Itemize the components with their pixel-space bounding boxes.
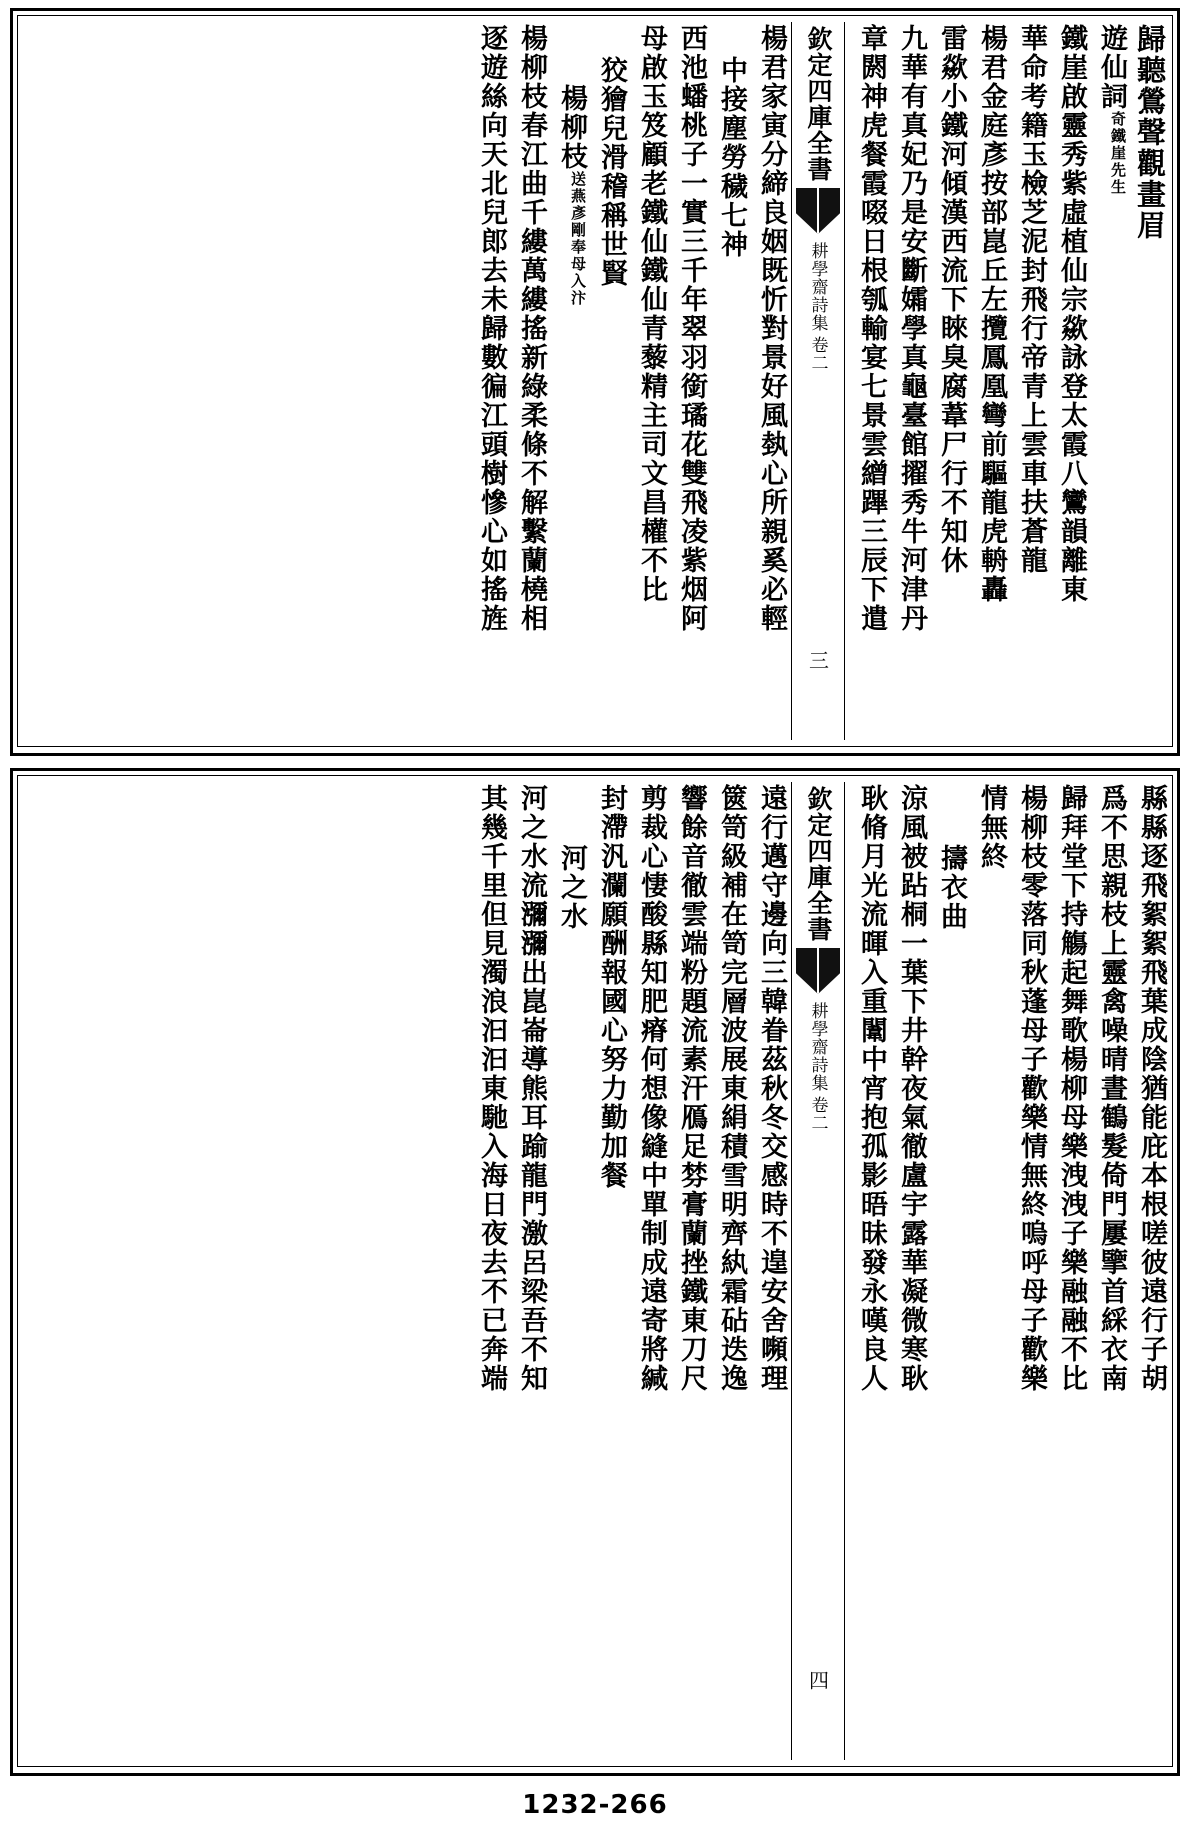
poem-title-hezhishui: 河之水 xyxy=(556,844,587,931)
text-column: 鐵崖啟靈秀紫虛植仙宗歘詠登太霞八鸞韻離東 xyxy=(1056,24,1087,604)
leaf-top-text-block xyxy=(17,15,1173,747)
center-banner-bottom xyxy=(791,782,845,1760)
text-column: 縣縣逐飛絮絮飛葉成陰猶能庇本根嗟彼遠行子胡 xyxy=(1136,784,1167,1393)
banner-work-title: 耕學齋詩集 xyxy=(807,1002,828,1092)
banner-juan-label: 卷二 xyxy=(807,336,828,372)
text-column: 楊柳枝零落同秋蓬母子歡樂情無終嗚呼母子歡樂 xyxy=(1016,784,1047,1393)
banner-collection-title: 欽定四庫全書 xyxy=(804,786,833,942)
leaf-bottom-text-block xyxy=(17,775,1173,1767)
poem-title-yangliuzhi xyxy=(548,22,588,740)
text-column: 其幾千里但見濁浪汩汩東馳入海日夜去不已奔端 xyxy=(476,784,507,1393)
fishtail-ornament xyxy=(796,948,840,994)
leaf-top xyxy=(10,8,1180,756)
text-column: 西池蟠桃子一實三千年翠羽銜璚花雙飛凌紫烟阿 xyxy=(676,24,707,633)
text-column: 母啟玉笈顧老鐵仙鐵仙青藜精主司文昌權不比 xyxy=(636,24,667,604)
text-column: 楊君金庭彥按部崑丘左攬鳳凰彎前驅龍虎輈轟 xyxy=(976,24,1007,604)
text-column: 楊柳枝春江曲千縷萬縷搖新綠柔條不解繫蘭橈相 xyxy=(516,24,547,633)
text-column: 章閼神虎餐霞啜日根瓠輸宴七景雲繒蹕三辰下遣 xyxy=(856,24,887,633)
text-column: 篋笥級補在笥完層波展東絹積雪明齊紈霜砧迭逸 xyxy=(716,784,747,1393)
text-column: 中接塵勞穢七神 xyxy=(716,56,747,259)
poem-title-note: 奇鐵崖先生 xyxy=(1109,111,1127,196)
fishtail-ornament xyxy=(796,188,840,234)
banner-collection-title: 欽定四庫全書 xyxy=(804,26,833,182)
text-column: 遠行邁守邊向三韓眷茲秋冬交感時不遑安舍嚬理 xyxy=(756,784,787,1393)
poem-title-note: 送燕彥剛奉母入汴 xyxy=(569,171,587,307)
text-column: 九華有真妃乃是安斷孀學真龜臺館擢秀牛河津丹 xyxy=(896,24,927,633)
poem-title-text: 遊仙詞 xyxy=(1096,24,1127,111)
text-column: 爲不思親枝上靈禽噪晴晝鶴髮倚門屢擥首綵衣南 xyxy=(1096,784,1127,1393)
page-number-footer: 1232-266 xyxy=(522,1790,668,1820)
text-column: 響餘音徹雲端粉題流素汗鴈足棼膏蘭挫鐵東刀尺 xyxy=(676,784,707,1393)
center-banner-top xyxy=(791,22,845,740)
text-column: 逐遊絲向天北兒郎去未歸數徧江頭樹慘心如搖旌 xyxy=(476,24,507,633)
banner-work-title: 耕學齋詩集 xyxy=(807,242,828,332)
leaf-bottom xyxy=(10,768,1180,1776)
banner-folio-number: 四 xyxy=(805,1670,830,1690)
poem-title-text: 楊柳枝 xyxy=(556,84,587,171)
text-column: 楊君家寅分締良姻既忻對景好風埶心所親奚必輕 xyxy=(756,24,787,633)
text-column: 耿脩月光流暉入重闈中宵抱孤影晤昧發永嘆良人 xyxy=(856,784,887,1393)
text-column: 剪裁心悽酸縣知肥瘠何想像縫中單制成遠寄將緘 xyxy=(636,784,667,1393)
banner-juan-label: 卷二 xyxy=(807,1096,828,1132)
text-column: 雷歘小鐵河傾漢西流下睞臭腐葦尸行不知休 xyxy=(936,24,967,575)
banner-folio-number: 三 xyxy=(805,650,830,670)
text-column: 狡獪兒滑稽稱世賢 xyxy=(596,56,627,288)
text-column: 情無終 xyxy=(976,784,1007,871)
text-column: 歸聽鶯聲觀畫眉 xyxy=(1133,24,1167,241)
text-column: 歸拜堂下持觴起舞歌楊柳母樂洩洩子樂融融不比 xyxy=(1056,784,1087,1393)
text-column: 華命考籍玉檢芝泥封飛行帝青上雲車扶蒼龍 xyxy=(1016,24,1047,575)
poem-title-youxianci xyxy=(1088,22,1128,740)
text-column: 封滯汎瀾願酬報國心努力勤加餐 xyxy=(596,784,627,1190)
text-column: 涼風被跕桐一葉下井幹夜氣徹盧宇露華凝微寒耿 xyxy=(896,784,927,1393)
poem-title-daoyiqu: 擣衣曲 xyxy=(936,844,967,931)
text-column: 河之水流瀰瀰出崑崙導熊耳踰龍門激呂梁吾不知 xyxy=(516,784,547,1393)
